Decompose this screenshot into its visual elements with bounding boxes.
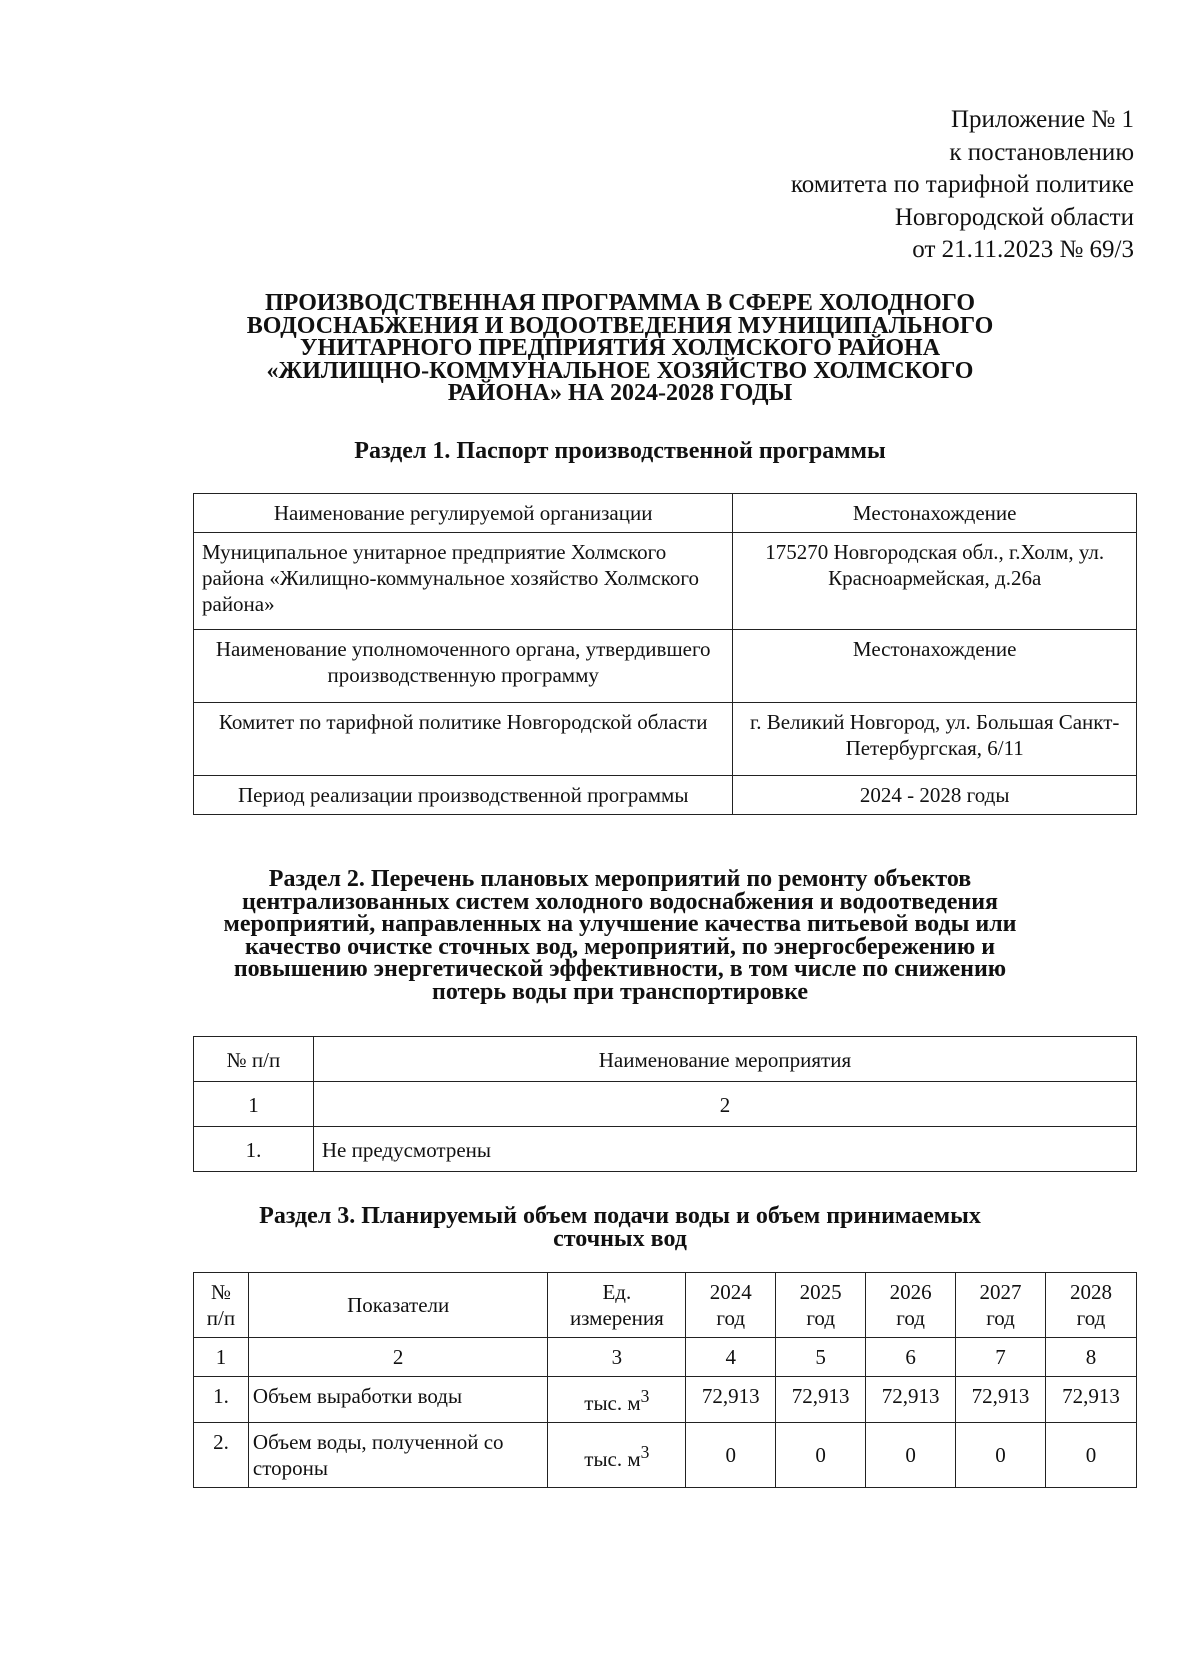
year-header [776,1273,866,1338]
section2-title-line: централизованных систем холодного водоснабжения и водоотведения [241,888,999,915]
indicator-header: Показатели [248,1273,547,1338]
num-header [194,1273,249,1338]
unit-text: тыс. м [584,1391,641,1415]
index-cell: 2 [313,1082,1136,1127]
col-name-header: Наименование мероприятия [313,1037,1136,1082]
authority-name: Комитет по тарифной политике Новгородской области [194,703,733,776]
table-row [194,703,1137,776]
table-row [194,494,1137,533]
row-num: 1. [194,1127,314,1172]
table-row [194,1423,1137,1488]
row-name: Не предусмотрены [313,1127,1136,1172]
value-cell: 0 [956,1423,1046,1488]
year-word: год [1076,1306,1106,1330]
title-line: РАЙОНА» НА 2024-2028 ГОДЫ [447,380,793,406]
value-cell: 72,913 [1045,1377,1136,1423]
section2-title-line: повышению энергетической эффективности, в том числе по снижению [233,956,1007,982]
section2-title [170,868,1070,1003]
section3-title-line: Раздел 3. Планируемый объем подачи воды и объем принимаемых [259,1203,981,1229]
section2-title-line: качество очистке сточных вод, мероприятий, по энергосбережению и [244,933,996,960]
value-cell: 72,913 [866,1377,956,1423]
table-row [194,1338,1137,1377]
year-label: 2028 [1069,1280,1112,1304]
index-cell: 2 [248,1338,547,1377]
section3-title [170,1205,1070,1250]
year-label: 2025 [799,1280,842,1304]
title-line: УНИТАРНОГО ПРЕДПРИЯТИЯ ХОЛМСКОГО РАЙОНА [299,335,941,361]
year-label: 2027 [979,1280,1022,1304]
section3-title-line: сточных вод [553,1225,687,1252]
appendix-line: к постановлению [949,138,1134,166]
title-line: ВОДОСНАБЖЕНИЯ И ВОДООТВЕДЕНИЯ МУНИЦИПАЛЬНОГО [246,312,994,339]
year-word: год [986,1306,1015,1330]
section1-title: Раздел 1. Паспорт производственной программы [354,438,886,464]
year-header [866,1273,956,1338]
title-line: ПРОИЗВОДСТВЕННАЯ ПРОГРАММА В СФЕРЕ ХОЛОДНОГО [265,290,975,316]
row-unit [548,1423,686,1488]
volume-table [193,1272,1137,1488]
unit-sup: 3 [640,1386,650,1406]
measures-table [193,1036,1137,1172]
index-cell: 3 [548,1338,686,1377]
document-title [170,292,1070,405]
authority-address: г. Великий Новгород, ул. Большая Санкт-Петербургская, 6/11 [733,703,1137,776]
section2-title-line: Раздел 2. Перечень плановых мероприятий по ремонту объектов [268,866,972,892]
value-cell: 72,913 [956,1377,1046,1423]
location-header: Местонахождение [733,494,1137,533]
value-cell: 72,913 [776,1377,866,1423]
period-label: Период реализации производственной программы [194,776,733,815]
org-name: Муниципальное унитарное предприятие Холмского района «Жилищно-коммунальное хозяйство Холмского района» [194,533,733,630]
value-cell: 0 [1045,1423,1136,1488]
value-cell: 0 [866,1423,956,1488]
index-cell: 8 [1045,1338,1136,1377]
row-num: 1. [194,1377,249,1423]
table-row [194,1037,1137,1082]
year-label: 2024 [709,1280,752,1304]
index-cell: 6 [866,1338,956,1377]
passport-table [193,493,1137,815]
num-header-line: № [210,1280,231,1304]
year-header [686,1273,776,1338]
period-value: 2024 - 2028 годы [733,776,1137,815]
org-address: 175270 Новгородская обл., г.Холм, ул. Красноармейская, д.26а [733,533,1137,630]
row-name: Объем выработки воды [248,1377,547,1423]
authority-header: Наименование уполномоченного органа, утвердившего производственную программу [194,630,733,703]
col-num-header: № п/п [194,1037,314,1082]
table-row [194,1377,1137,1423]
index-cell: 1 [194,1338,249,1377]
row-unit [548,1377,686,1423]
row-name: Объем воды, полученной со стороны [248,1423,547,1488]
row-num: 2. [194,1423,249,1488]
authority-location-header: Местонахождение [733,630,1137,703]
unit-text: тыс. м [584,1446,641,1471]
table-row [194,776,1137,815]
table-row [194,533,1137,630]
year-label: 2026 [889,1280,932,1304]
unit-header-line: измерения [569,1306,664,1330]
value-cell: 72,913 [686,1377,776,1423]
title-line: «ЖИЛИЩНО-КОММУНАЛЬНОЕ ХОЗЯЙСТВО ХОЛМСКОГО [266,357,974,384]
index-cell: 5 [776,1338,866,1377]
unit-header [548,1273,686,1338]
appendix-line: комитета по тарифной политике [790,171,1134,198]
appendix-line: Приложение № 1 [950,106,1134,133]
value-cell: 0 [776,1423,866,1488]
unit-sup: 3 [640,1441,650,1462]
appendix-block [791,104,1134,267]
year-header [956,1273,1046,1338]
unit-header-line: Ед. [602,1280,632,1304]
table-row [194,1127,1137,1172]
year-header [1045,1273,1136,1338]
value-cell: 0 [686,1423,776,1488]
index-cell: 1 [194,1082,314,1127]
year-word: год [716,1306,746,1330]
table-row [194,1082,1137,1127]
index-cell: 7 [956,1338,1046,1377]
section2-title-line: мероприятий, направленных на улучшение качества питьевой воды или [223,911,1017,937]
org-header: Наименование регулируемой организации [194,494,733,533]
year-word: год [806,1306,836,1330]
num-header-line: п/п [206,1306,236,1330]
index-cell: 4 [686,1338,776,1377]
appendix-date: от 21.11.2023 № 69/3 [912,236,1134,263]
table-row [194,1273,1137,1338]
table-row [194,630,1137,703]
appendix-line: Новгородской области [894,203,1134,231]
section2-title-line: потерь воды при транспортировке [432,978,808,1005]
year-word: год [896,1306,925,1330]
